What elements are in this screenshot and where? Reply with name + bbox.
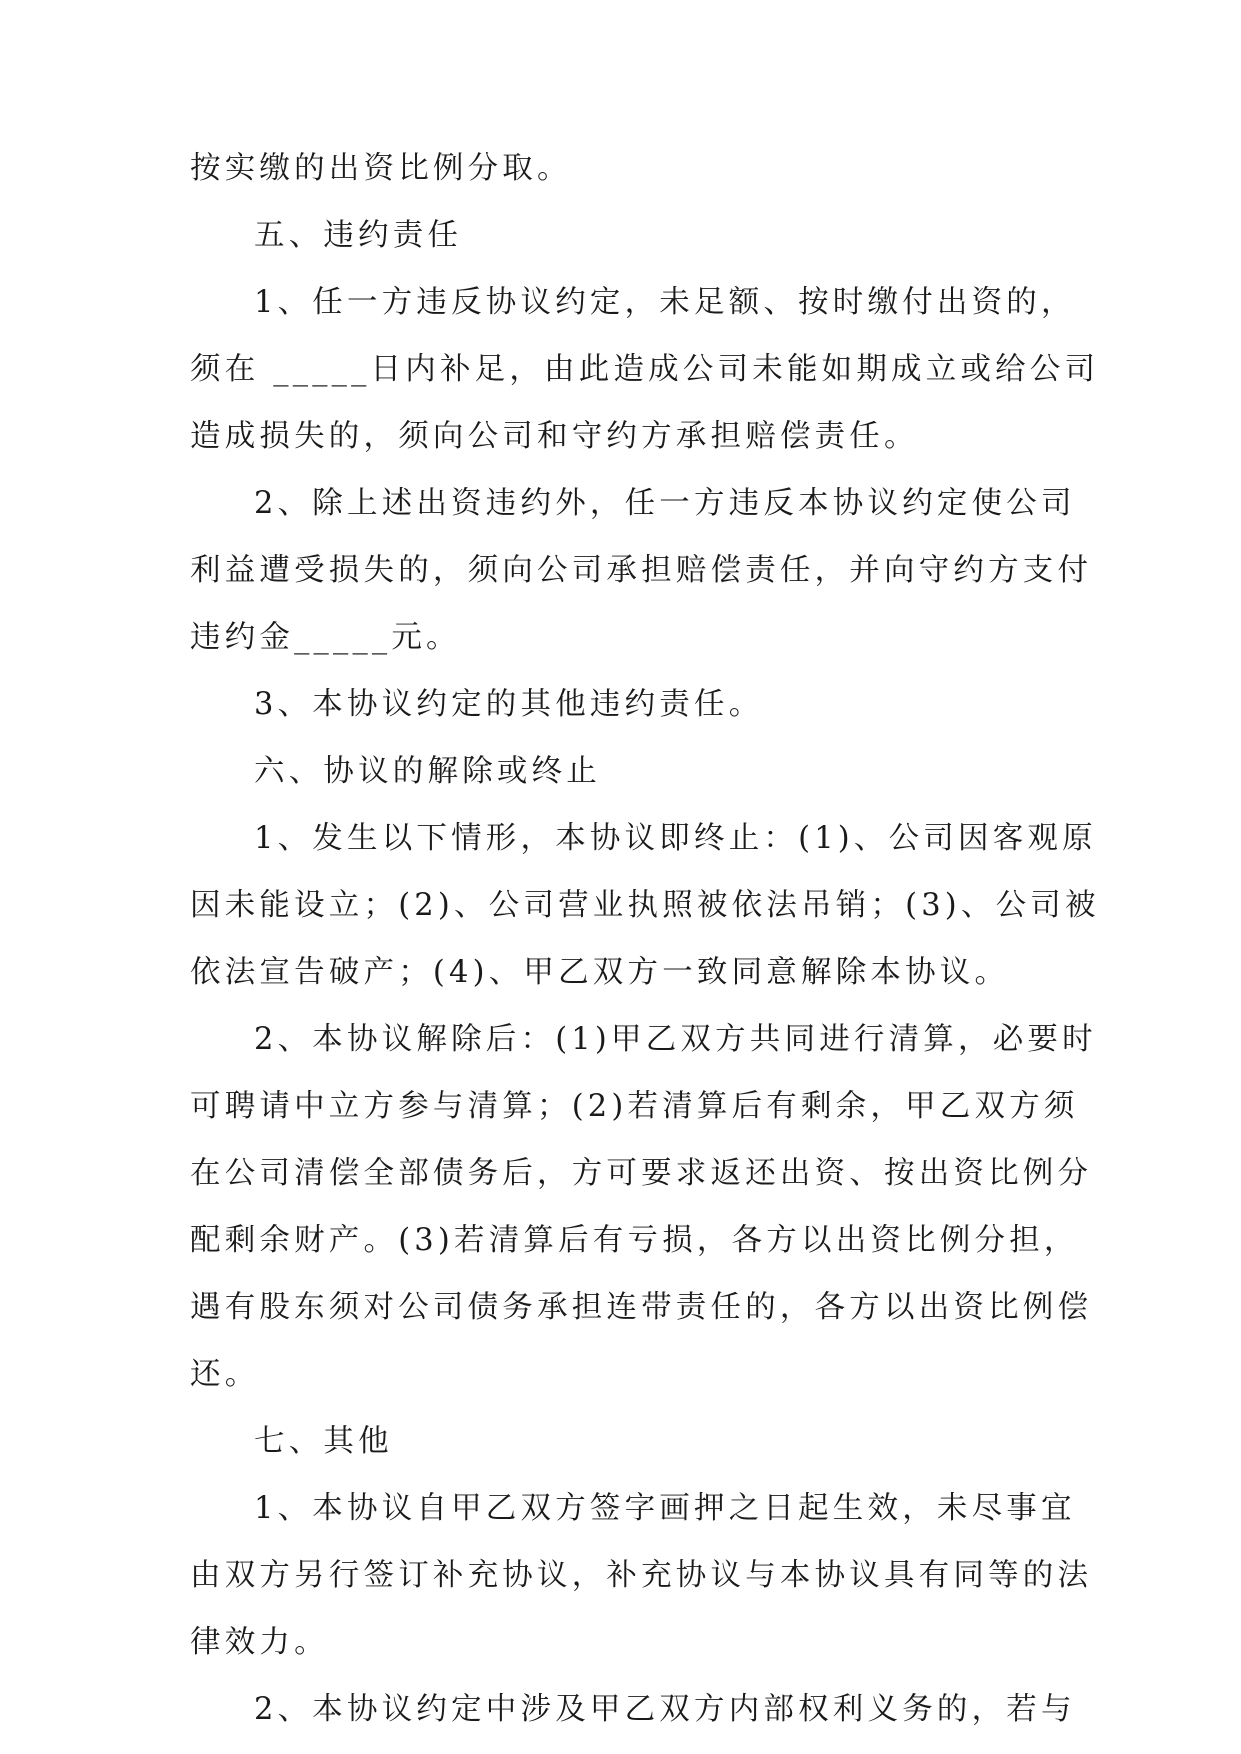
document-page bbox=[190, 151, 1100, 1733]
paragraph-line: 违约金_____元。 bbox=[190, 620, 461, 655]
paragraph-line: 由双方另行签订补充协议，补充协议与本协议具有同等的法 bbox=[190, 1558, 1093, 1593]
paragraph-line: 1、任一方违反协议约定，未足额、按时缴付出资的， bbox=[254, 285, 1076, 320]
paragraph-line: 2、除上述出资违约外，任一方违反本协议约定使公司 bbox=[254, 486, 1076, 521]
paragraph-line: 遇有股东须对公司债务承担连带责任的，各方以出资比例偿 bbox=[190, 1290, 1093, 1325]
paragraph-line: 按实缴的出资比例分取。 bbox=[190, 151, 572, 186]
paragraph-line: 造成损失的，须向公司和守约方承担赔偿责任。 bbox=[190, 419, 919, 454]
paragraph-line: 可聘请中立方参与清算；(2)若清算后有剩余，甲乙双方须 bbox=[190, 1089, 1079, 1124]
paragraph-line: 还。 bbox=[190, 1357, 260, 1392]
paragraph-line: 律效力。 bbox=[190, 1625, 329, 1660]
paragraph-line: 1、本协议自甲乙双方签字画押之日起生效，未尽事宜 bbox=[254, 1491, 1076, 1526]
paragraph-line: 依法宣告破产；(4)、甲乙双方一致同意解除本协议。 bbox=[190, 955, 1010, 990]
paragraph-line: 在公司清偿全部债务后，方可要求返还出资、按出资比例分 bbox=[190, 1156, 1093, 1191]
section-heading: 七、其他 bbox=[254, 1424, 393, 1459]
paragraph-line: 2、本协议约定中涉及甲乙双方内部权利义务的，若与 bbox=[254, 1692, 1076, 1727]
paragraph-line: 2、本协议解除后：(1)甲乙双方共同进行清算，必要时 bbox=[254, 1022, 1097, 1057]
paragraph-line: 1、发生以下情形，本协议即终止：(1)、公司因客观原 bbox=[254, 821, 1097, 856]
paragraph-line: 须在 _____日内补足，由此造成公司未能如期成立或给公司 bbox=[190, 352, 1100, 387]
section-heading: 六、协议的解除或终止 bbox=[254, 754, 601, 789]
paragraph-line: 利益遭受损失的，须向公司承担赔偿责任，并向守约方支付 bbox=[190, 553, 1093, 588]
section-heading: 五、违约责任 bbox=[254, 218, 463, 253]
paragraph-line: 3、本协议约定的其他违约责任。 bbox=[254, 687, 764, 722]
paragraph-line: 配剩余财产。(3)若清算后有亏损，各方以出资比例分担， bbox=[190, 1223, 1079, 1258]
paragraph-line: 因未能设立；(2)、公司营业执照被依法吊销；(3)、公司被 bbox=[190, 888, 1100, 923]
